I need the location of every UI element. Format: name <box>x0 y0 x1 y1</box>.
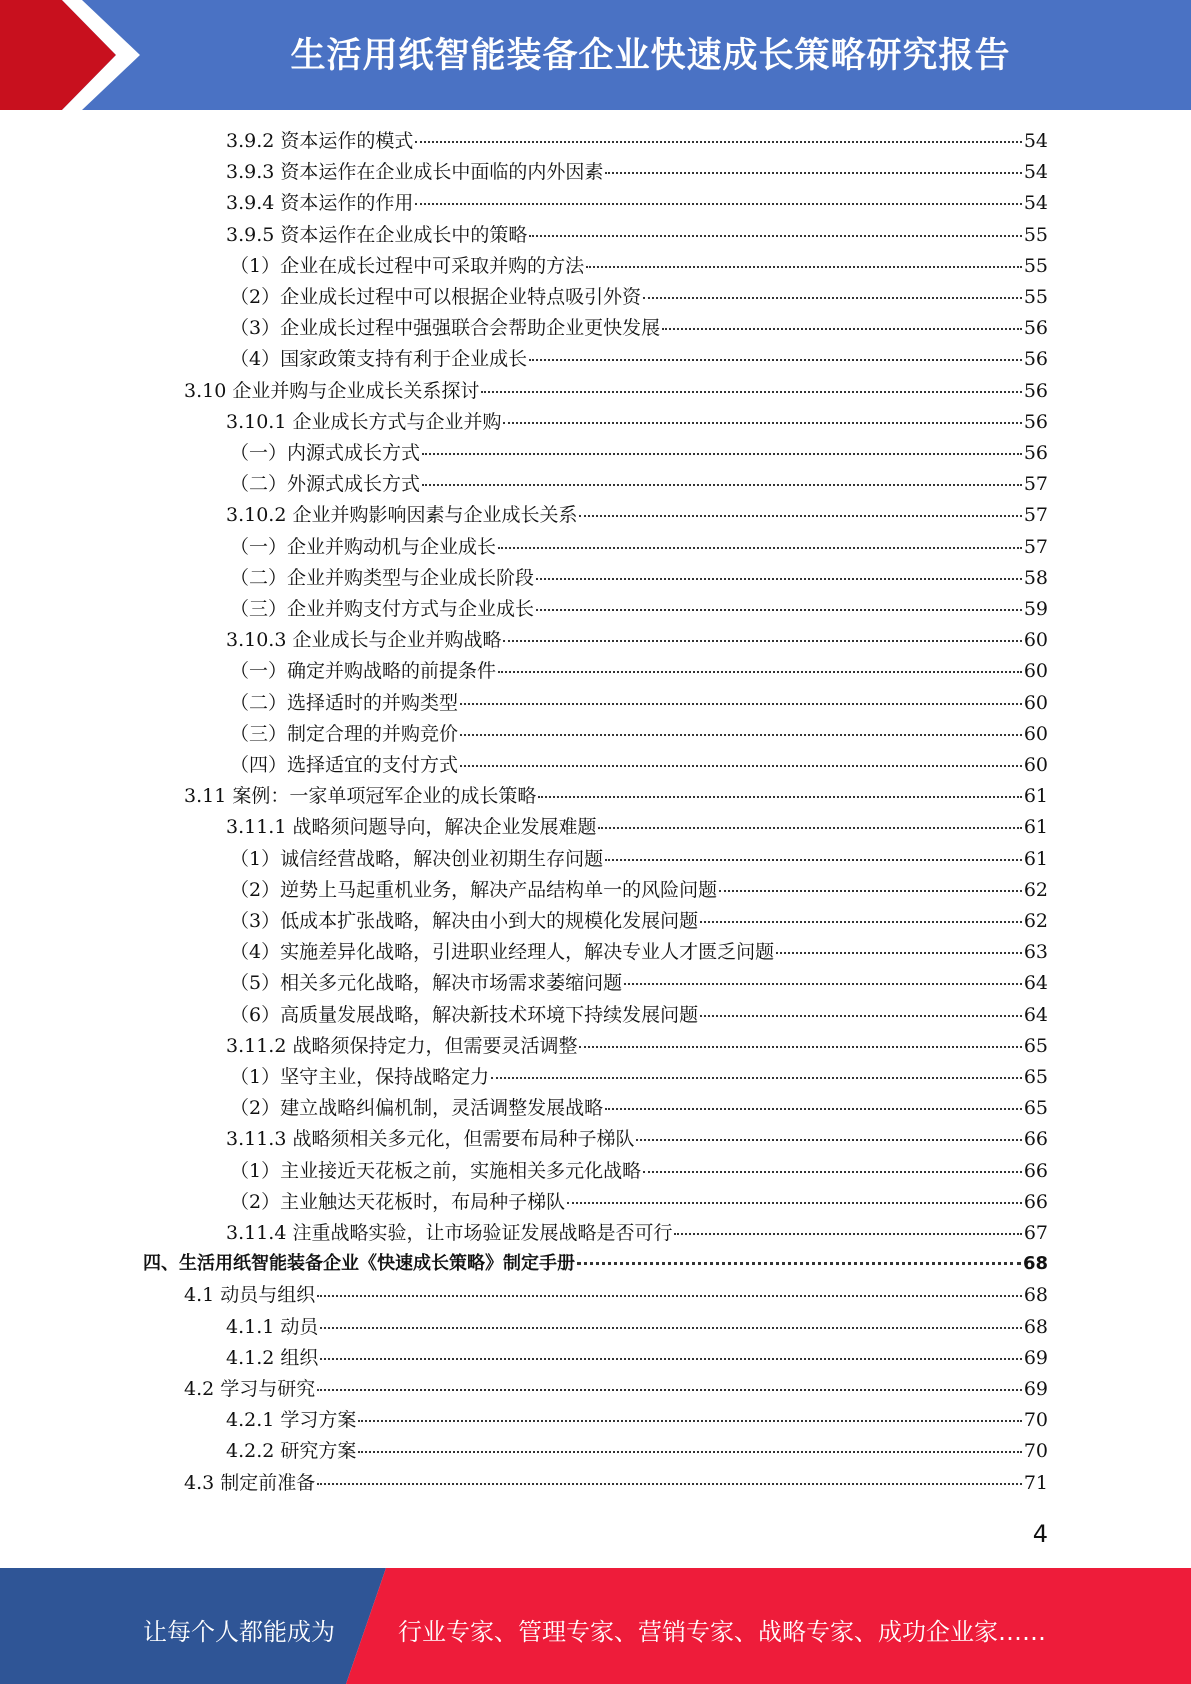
toc-entry[interactable] <box>226 1218 1048 1249</box>
toc-dot-leader <box>529 359 1022 361</box>
toc-entry-page: 64 <box>1023 972 1048 994</box>
toc-entry-title: 4.1.1 动员 <box>226 1316 319 1338</box>
toc-entry[interactable] <box>184 1280 1048 1311</box>
toc-entry[interactable] <box>230 1093 1048 1124</box>
page-number: 4 <box>1032 1520 1048 1548</box>
toc-dot-leader <box>636 1139 1021 1141</box>
toc-entry-page: 54 <box>1023 192 1048 214</box>
toc-dot-leader <box>491 1077 1022 1079</box>
toc-entry-page: 55 <box>1023 286 1048 308</box>
toc-entry[interactable] <box>226 1405 1048 1436</box>
toc-entry[interactable] <box>226 220 1048 251</box>
toc-entry[interactable] <box>226 1436 1048 1467</box>
toc-dot-leader <box>317 1483 1022 1485</box>
toc-entry[interactable] <box>184 376 1048 407</box>
toc-entry-title: 3.10.3 企业成长与企业并购战略 <box>226 629 502 651</box>
toc-entry-title: （2）主业触达天花板时，布局种子梯队 <box>230 1191 566 1213</box>
toc-dot-leader <box>536 578 1022 580</box>
toc-entry[interactable] <box>226 126 1048 157</box>
toc-entry-page: 64 <box>1023 1004 1048 1026</box>
toc-dot-leader <box>700 921 1022 923</box>
toc-entry[interactable] <box>184 781 1048 812</box>
toc-entry[interactable] <box>230 344 1048 375</box>
toc-dot-leader <box>567 1202 1022 1204</box>
toc-entry[interactable] <box>230 251 1048 282</box>
toc-dot-leader <box>538 796 1021 798</box>
toc-entry-page: 69 <box>1023 1378 1048 1400</box>
toc-entry-title: （6）高质量发展战略，解决新技术环境下持续发展问题 <box>230 1004 699 1026</box>
toc-dot-leader <box>598 827 1021 829</box>
toc-entry-title: （1）诚信经营战略，解决创业初期生存问题 <box>230 848 604 870</box>
toc-entry-page: 57 <box>1023 536 1048 558</box>
toc-dot-leader <box>415 203 1021 205</box>
toc-entry-page: 62 <box>1023 879 1048 901</box>
toc-entry-title: （4）实施差异化战略，引进职业经理人，解决专业人才匮乏问题 <box>230 941 775 963</box>
toc-dot-leader <box>498 671 1022 673</box>
toc-dot-leader <box>579 515 1021 517</box>
toc-dot-leader <box>643 297 1022 299</box>
toc-entry[interactable] <box>230 937 1048 968</box>
toc-dot-leader <box>460 765 1022 767</box>
toc-entry[interactable] <box>230 906 1048 937</box>
toc-entry[interactable] <box>230 968 1048 999</box>
toc-dot-leader <box>577 1262 1021 1265</box>
toc-entry-page: 60 <box>1023 723 1048 745</box>
toc-entry-page: 69 <box>1023 1347 1048 1369</box>
toc-dot-leader <box>422 484 1022 486</box>
toc-entry-page: 65 <box>1023 1035 1048 1057</box>
toc-entry-title: 4.1.2 组织 <box>226 1347 319 1369</box>
toc-entry[interactable] <box>230 1000 1048 1031</box>
toc-entry-page: 65 <box>1023 1066 1048 1088</box>
toc-dot-leader <box>605 859 1022 861</box>
toc-entry-title: 3.10 企业并购与企业成长关系探讨 <box>184 380 480 402</box>
toc-dot-leader <box>460 703 1022 705</box>
toc-entry-page: 54 <box>1023 161 1048 183</box>
toc-entry[interactable] <box>226 157 1048 188</box>
toc-entry[interactable] <box>226 1124 1048 1155</box>
toc-entry-title: 3.9.4 资本运作的作用 <box>226 192 414 214</box>
toc-dot-leader <box>536 609 1022 611</box>
toc-entry[interactable] <box>230 563 1048 594</box>
toc-entry[interactable] <box>226 188 1048 219</box>
toc-entry[interactable] <box>230 656 1048 687</box>
toc-entry-page: 60 <box>1023 754 1048 776</box>
toc-entry[interactable] <box>230 875 1048 906</box>
toc-entry-title: 3.10.1 企业成长方式与企业并购 <box>226 411 502 433</box>
toc-entry-title: （四）选择适宜的支付方式 <box>230 754 459 776</box>
toc-entry[interactable] <box>226 407 1048 438</box>
toc-entry-page: 55 <box>1023 255 1048 277</box>
toc-entry-page: 66 <box>1023 1128 1048 1150</box>
toc-entry[interactable] <box>230 750 1048 781</box>
toc-entry-title: （三）企业并购支付方式与企业成长 <box>230 598 535 620</box>
toc-entry-page: 68 <box>1023 1316 1048 1338</box>
toc-entry[interactable] <box>230 688 1048 719</box>
toc-dot-leader <box>498 547 1022 549</box>
toc-entry-page: 56 <box>1023 442 1048 464</box>
toc-entry-page: 60 <box>1023 629 1048 651</box>
toc-entry-title: 4.1 动员与组织 <box>184 1284 316 1306</box>
toc-entry-page: 56 <box>1023 380 1048 402</box>
toc-dot-leader <box>605 1108 1022 1110</box>
toc-entry-title: 3.10.2 企业并购影响因素与企业成长关系 <box>226 504 578 526</box>
toc-dot-leader <box>700 1015 1022 1017</box>
toc-entry[interactable] <box>230 1156 1048 1187</box>
toc-entry-title: （二）企业并购类型与企业成长阶段 <box>230 567 535 589</box>
toc-entry-page: 68 <box>1023 1284 1048 1306</box>
toc-entry-title: 3.11 案例：一家单项冠军企业的成长策略 <box>184 785 537 807</box>
toc-dot-leader <box>662 328 1022 330</box>
toc-entry-page: 61 <box>1023 816 1048 838</box>
toc-dot-leader <box>776 952 1022 954</box>
toc-entry-page: 70 <box>1023 1440 1048 1462</box>
toc-entry-title: （二）选择适时的并购类型 <box>230 692 459 714</box>
toc-entry[interactable] <box>230 1062 1048 1093</box>
toc-entry[interactable] <box>226 812 1048 843</box>
toc-entry-page: 63 <box>1023 941 1048 963</box>
toc-entry-title: （2）逆势上马起重机业务，解决产品结构单一的风险问题 <box>230 879 718 901</box>
toc-entry[interactable] <box>230 532 1048 563</box>
toc-entry[interactable] <box>184 1374 1048 1405</box>
page-header <box>0 0 1191 110</box>
toc-entry-page: 55 <box>1023 224 1048 246</box>
toc-entry-title: 3.11.4 注重战略实验，让市场验证发展战略是否可行 <box>226 1222 673 1244</box>
toc-entry-page: 60 <box>1023 660 1048 682</box>
footer-slogan-left: 让每个人都能成为 <box>143 1618 335 1646</box>
toc-entry-title: 4.2 学习与研究 <box>184 1378 316 1400</box>
toc-entry[interactable] <box>230 719 1048 750</box>
report-title: 生活用纸智能装备企业快速成长策略研究报告 <box>290 36 1011 76</box>
toc-entry[interactable] <box>226 1031 1048 1062</box>
toc-entry-title: （5）相关多元化战略，解决市场需求萎缩问题 <box>230 972 623 994</box>
toc-dot-leader <box>529 235 1021 237</box>
toc-dot-leader <box>415 141 1021 143</box>
toc-entry-title: 四、生活用纸智能装备企业《快速成长策略》制定手册 <box>143 1253 575 1274</box>
page-footer <box>0 1568 1191 1684</box>
toc-entry-page: 66 <box>1023 1191 1048 1213</box>
toc-entry-title: 3.9.3 资本运作在企业成长中面临的内外因素 <box>226 161 604 183</box>
toc-entry[interactable] <box>230 1187 1048 1218</box>
toc-dot-leader <box>605 172 1021 174</box>
toc-dot-leader <box>320 1358 1021 1360</box>
toc-entry-title: （3）企业成长过程中强强联合会帮助企业更快发展 <box>230 317 661 339</box>
toc-dot-leader <box>358 1451 1021 1453</box>
toc-entry-title: （二）外源式成长方式 <box>230 473 421 495</box>
toc-entry[interactable] <box>230 313 1048 344</box>
toc-entry-title: （1）坚守主业，保持战略定力 <box>230 1066 490 1088</box>
toc-entry-page: 68 <box>1022 1253 1048 1274</box>
toc-entry-page: 71 <box>1023 1472 1048 1494</box>
toc-entry[interactable] <box>230 282 1048 313</box>
toc-entry-title: （2）建立战略纠偏机制，灵活调整发展战略 <box>230 1097 604 1119</box>
footer-slogan-right: 行业专家、管理专家、营销专家、战略专家、成功企业家…… <box>398 1618 1046 1646</box>
toc-entry[interactable] <box>226 1312 1048 1343</box>
toc-dot-leader <box>624 983 1022 985</box>
toc-entry-page: 58 <box>1023 567 1048 589</box>
toc-dot-leader <box>503 422 1021 424</box>
toc-dot-leader <box>674 1233 1021 1235</box>
toc-entry-title: （3）低成本扩张战略，解决由小到大的规模化发展问题 <box>230 910 699 932</box>
toc-entry-page: 61 <box>1023 785 1048 807</box>
toc-entry-page: 61 <box>1023 848 1048 870</box>
toc-entry[interactable] <box>230 844 1048 875</box>
toc-entry-title: 4.2.1 学习方案 <box>226 1409 357 1431</box>
toc-entry-page: 62 <box>1023 910 1048 932</box>
toc-entry-page: 67 <box>1023 1222 1048 1244</box>
toc-dot-leader <box>317 1295 1022 1297</box>
toc-dot-leader <box>643 1171 1022 1173</box>
toc-entry-title: 4.3 制定前准备 <box>184 1472 316 1494</box>
toc-entry[interactable] <box>230 469 1048 500</box>
toc-entry[interactable] <box>230 594 1048 625</box>
toc-entry-title: 3.11.1 战略须问题导向，解决企业发展难题 <box>226 816 597 838</box>
toc-entry-title: 3.11.3 战略须相关多元化，但需要布局种子梯队 <box>226 1128 635 1150</box>
toc-dot-leader <box>481 391 1021 393</box>
toc-entry-page: 60 <box>1023 692 1048 714</box>
toc-entry[interactable] <box>226 625 1048 656</box>
toc-entry[interactable] <box>143 1249 1048 1280</box>
toc-dot-leader <box>579 1046 1021 1048</box>
toc-entry-title: （一）确定并购战略的前提条件 <box>230 660 497 682</box>
toc-dot-leader <box>719 890 1022 892</box>
toc-entry[interactable] <box>184 1468 1048 1499</box>
toc-entry-title: （三）制定合理的并购竞价 <box>230 723 459 745</box>
toc-dot-leader <box>422 453 1022 455</box>
toc-entry-title: （一）内源式成长方式 <box>230 442 421 464</box>
toc-dot-leader <box>586 266 1022 268</box>
toc-dot-leader <box>460 734 1022 736</box>
toc-entry-title: 3.11.2 战略须保持定力，但需要灵活调整 <box>226 1035 578 1057</box>
toc-entry-title: 3.9.2 资本运作的模式 <box>226 130 414 152</box>
toc-entry[interactable] <box>226 1343 1048 1374</box>
toc-entry-page: 54 <box>1023 130 1048 152</box>
toc-entry-page: 66 <box>1023 1160 1048 1182</box>
toc-entry[interactable] <box>230 438 1048 469</box>
toc-entry-title: （4）国家政策支持有利于企业成长 <box>230 348 528 370</box>
toc-dot-leader <box>320 1327 1021 1329</box>
toc-entry-page: 59 <box>1023 598 1048 620</box>
toc-entry-title: （1）企业在成长过程中可采取并购的方法 <box>230 255 585 277</box>
toc-entry-page: 56 <box>1023 411 1048 433</box>
toc-entry-page: 65 <box>1023 1097 1048 1119</box>
toc-entry-title: （1）主业接近天花板之前，实施相关多元化战略 <box>230 1160 642 1182</box>
toc-dot-leader <box>358 1420 1021 1422</box>
toc-entry[interactable] <box>226 500 1048 531</box>
toc-entry-title: 4.2.2 研究方案 <box>226 1440 357 1462</box>
toc-entry-page: 70 <box>1023 1409 1048 1431</box>
toc-entry-title: （一）企业并购动机与企业成长 <box>230 536 497 558</box>
toc-dot-leader <box>503 640 1021 642</box>
toc-entry-page: 56 <box>1023 317 1048 339</box>
toc-entry-title: 3.9.5 资本运作在企业成长中的策略 <box>226 224 528 246</box>
toc-entry-title: （2）企业成长过程中可以根据企业特点吸引外资 <box>230 286 642 308</box>
toc-entry-page: 57 <box>1023 504 1048 526</box>
toc-dot-leader <box>317 1389 1022 1391</box>
toc-entry-page: 57 <box>1023 473 1048 495</box>
toc-entry-page: 56 <box>1023 348 1048 370</box>
